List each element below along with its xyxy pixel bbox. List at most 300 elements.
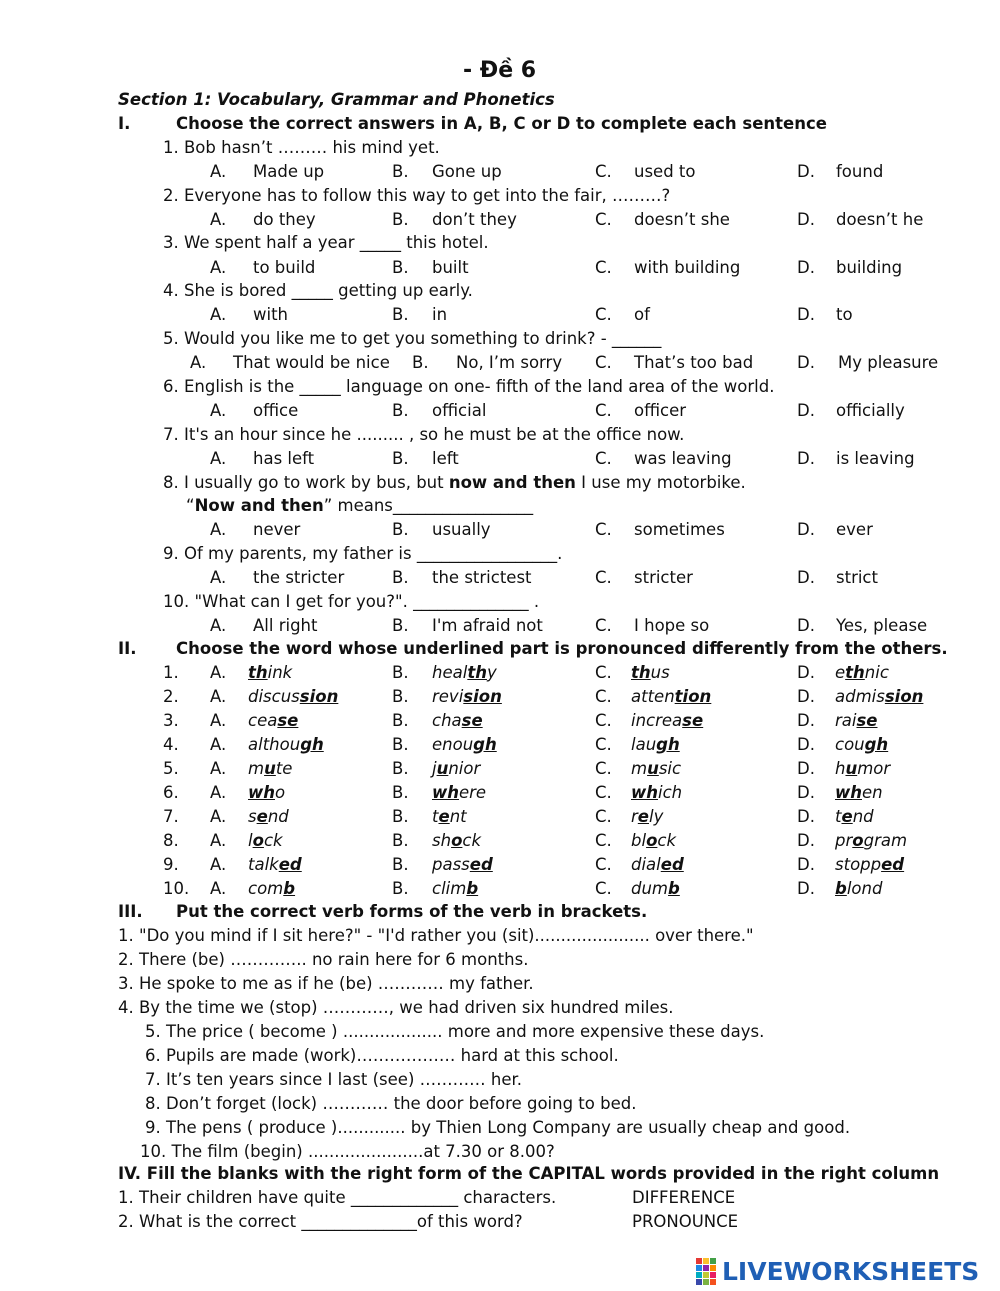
word-part: r: [631, 807, 638, 826]
option-text: stricter: [634, 568, 693, 587]
word-part: nt: [449, 807, 467, 826]
logo-tile: [696, 1272, 702, 1278]
option-letter: A.: [210, 210, 227, 229]
word-part: heal: [432, 663, 468, 682]
option-letter: D.: [797, 616, 815, 635]
word-part: pr: [835, 831, 853, 850]
row-number: 2.: [163, 687, 179, 706]
option-letter: B.: [392, 855, 409, 874]
option-word: [631, 663, 670, 683]
question-stem: 10. "What can I get for you?". ______________ .: [163, 592, 540, 611]
option-text: doesn’t he: [836, 210, 924, 229]
option-letter: C.: [595, 568, 612, 587]
option-word: [432, 663, 497, 683]
stem-bold-phrase: Now and then: [194, 496, 324, 515]
question-stem: 5. Would you like me to get you something to drink? - ______: [163, 329, 662, 348]
underlined-part: o: [451, 831, 463, 850]
word-part: h: [835, 759, 846, 778]
option-letter: D.: [797, 735, 815, 754]
question-stem: 2. Everyone has to follow this way to get into the fair, ………?: [163, 186, 671, 205]
option-letter: A.: [210, 162, 227, 181]
word-part: revi: [432, 687, 464, 706]
underlined-part: gh: [300, 735, 324, 754]
option-letter: B.: [392, 401, 409, 420]
word-part: us: [650, 663, 670, 682]
option-letter: C.: [595, 616, 612, 635]
word-part: bl: [631, 831, 647, 850]
liveworksheets-logo: [696, 1253, 979, 1289]
option-word: [631, 687, 711, 707]
option-letter: B.: [392, 687, 409, 706]
word-part: ich: [658, 783, 683, 802]
option-word: [835, 687, 923, 707]
word-part: t: [432, 807, 439, 826]
section-heading: Section 1: Vocabulary, Grammar and Phonetics: [118, 90, 555, 109]
option-letter: D.: [797, 520, 815, 539]
option-letter: D.: [797, 401, 815, 420]
verb-item: 4. By the time we (stop) …………, we had driven six hundred miles.: [118, 998, 674, 1017]
word-part: y: [486, 663, 497, 682]
option-letter: B.: [392, 831, 409, 850]
word-part: discus: [248, 687, 300, 706]
option-text: officially: [836, 401, 905, 420]
option-word: [248, 879, 295, 899]
option-text: was leaving: [634, 449, 732, 468]
option-text: to build: [253, 258, 316, 277]
option-word: [248, 831, 283, 851]
option-letter: D.: [797, 759, 815, 778]
option-letter: C.: [595, 735, 612, 754]
verb-item: 8. Don’t forget (lock) ………… the door before going to bed.: [145, 1094, 637, 1113]
option-letter: D.: [797, 879, 815, 898]
word-part: s: [248, 807, 257, 826]
underlined-part: b: [283, 879, 296, 898]
option-word: [432, 783, 486, 803]
option-letter: D.: [797, 162, 815, 181]
option-text: sometimes: [634, 520, 725, 539]
option-word: [248, 759, 292, 779]
option-word: [631, 855, 684, 875]
word-part: rai: [835, 711, 857, 730]
underlined-part: b: [668, 879, 680, 898]
option-letter: B.: [392, 449, 409, 468]
stem-text: 8. I usually go to work by bus, but: [163, 473, 449, 492]
capital-word: PRONOUNCE: [632, 1212, 739, 1231]
option-text: do they: [253, 210, 316, 229]
option-text: usually: [432, 520, 491, 539]
row-number: 3.: [163, 711, 179, 730]
option-letter: B.: [392, 735, 409, 754]
word-part: talk: [248, 855, 279, 874]
word-part: l: [248, 831, 253, 850]
option-text: strict: [836, 568, 878, 587]
underlined-part: se: [856, 711, 878, 730]
option-letter: B.: [392, 258, 409, 277]
option-text: Gone up: [432, 162, 502, 181]
logo-tile: [710, 1272, 716, 1278]
option-letter: A.: [210, 807, 227, 826]
word-part: lond: [846, 879, 883, 898]
underlined-part: sion: [299, 687, 339, 706]
option-letter: A.: [210, 735, 227, 754]
option-text: Yes, please: [836, 616, 928, 635]
option-letter: D.: [797, 449, 815, 468]
option-letter: B.: [392, 210, 409, 229]
option-letter: C.: [595, 879, 612, 898]
stem-text: I use my motorbike.: [575, 473, 746, 492]
part2-number: II.: [118, 639, 137, 658]
option-word: [631, 831, 676, 851]
underlined-part: b: [835, 879, 847, 898]
verb-item: 1. "Do you mind if I sit here?" - "I'd rather you (sit)...................... over there.": [118, 926, 754, 945]
underlined-part: gh: [473, 735, 497, 754]
underlined-part: ed: [469, 855, 493, 874]
word-part: admis: [835, 687, 885, 706]
underlined-part: th: [845, 663, 865, 682]
option-word: [835, 855, 904, 875]
underlined-part: ed: [660, 855, 684, 874]
option-letter: B.: [392, 807, 409, 826]
question-stem: [163, 473, 746, 493]
question-stem: 1. Bob hasn’t ……… his mind yet.: [163, 138, 440, 157]
option-letter: A.: [210, 855, 227, 874]
option-text: My pleasure: [838, 353, 939, 372]
underlined-part: se: [682, 711, 704, 730]
word-part: dum: [631, 879, 669, 898]
option-letter: D.: [797, 807, 815, 826]
logo-tiles-icon: [696, 1258, 718, 1284]
option-word: [432, 807, 467, 827]
word-part: nic: [864, 663, 889, 682]
verb-item: 5. The price ( become ) ................... more and more expensive these days.: [145, 1022, 765, 1041]
logo-tile: [703, 1265, 709, 1271]
option-text: I hope so: [634, 616, 710, 635]
word-part: e: [835, 663, 846, 682]
option-letter: C.: [595, 759, 612, 778]
option-letter: A.: [210, 616, 227, 635]
underlined-part: o: [852, 831, 864, 850]
verb-item: 10. The film (begin) ......................at 7.30 or 8.00?: [140, 1142, 555, 1161]
word-part: lau: [631, 735, 657, 754]
fill-item: 1. Their children have quite _____________ characters.: [118, 1188, 557, 1207]
option-letter: A.: [210, 305, 227, 324]
underlined-part: u: [264, 759, 276, 778]
option-text: No, I’m sorry: [456, 353, 563, 372]
part1-number: I.: [118, 114, 131, 133]
word-part: m: [631, 759, 648, 778]
option-letter: A.: [190, 353, 207, 372]
part2-heading: Choose the word whose underlined part is pronounced differently from the others.: [176, 639, 948, 658]
underlined-part: wh: [835, 783, 862, 802]
option-word: [248, 663, 292, 683]
option-text: That would be nice: [233, 353, 390, 372]
word-part: m: [248, 759, 265, 778]
option-word: [248, 687, 338, 707]
option-letter: C.: [595, 687, 612, 706]
option-letter: C.: [595, 258, 612, 277]
option-letter: D.: [797, 831, 815, 850]
verb-item: 6. Pupils are made (work)……………… hard at this school.: [145, 1046, 619, 1065]
option-text: ever: [836, 520, 873, 539]
word-part: te: [275, 759, 293, 778]
option-letter: C.: [595, 449, 612, 468]
option-text: with: [253, 305, 289, 324]
question-stem: 6. English is the _____ language on one- fifth of the land area of the world.: [163, 377, 775, 396]
logo-tile: [696, 1258, 702, 1264]
option-word: [631, 807, 663, 827]
underlined-part: gh: [656, 735, 680, 754]
underlined-part: o: [252, 831, 264, 850]
logo-tile: [696, 1265, 702, 1271]
option-word: [248, 783, 285, 803]
option-letter: A.: [210, 711, 227, 730]
stem-text: “: [186, 496, 195, 515]
option-text: office: [253, 401, 299, 420]
option-word: [248, 807, 289, 827]
part4-heading: IV. Fill the blanks with the right form of the CAPITAL words provided in the right column: [118, 1164, 940, 1183]
row-number: 5.: [163, 759, 179, 778]
underlined-part: b: [466, 879, 479, 898]
option-text: is leaving: [836, 449, 915, 468]
underlined-part: e: [256, 807, 268, 826]
option-text: of: [634, 305, 650, 324]
logo-tile: [710, 1279, 716, 1285]
underlined-part: ed: [278, 855, 302, 874]
verb-item: 7. It’s ten years since I last (see) ………… her.: [145, 1070, 522, 1089]
option-text: I'm afraid not: [432, 616, 543, 635]
question-stem: 3. We spent half a year _____ this hotel.: [163, 233, 489, 252]
option-word: [631, 759, 681, 779]
option-text: has left: [253, 449, 315, 468]
option-letter: A.: [210, 831, 227, 850]
option-letter: A.: [210, 879, 227, 898]
underlined-part: sion: [463, 687, 502, 706]
underlined-part: e: [841, 807, 853, 826]
underlined-part: sion: [884, 687, 924, 706]
logo-tile: [703, 1258, 709, 1264]
word-part: ck: [263, 831, 283, 850]
underlined-part: tion: [674, 687, 712, 706]
part3-number: III.: [118, 902, 143, 921]
verb-item: 3. He spoke to me as if he (be) ………… my father.: [118, 974, 534, 993]
option-word: [835, 831, 907, 851]
underlined-part: th: [248, 663, 268, 682]
row-number: 6.: [163, 783, 179, 802]
option-word: [835, 879, 882, 899]
option-letter: C.: [595, 783, 612, 802]
underlined-part: th: [631, 663, 651, 682]
option-letter: D.: [797, 855, 815, 874]
option-word: [631, 783, 682, 803]
underlined-part: wh: [432, 783, 459, 802]
option-letter: A.: [210, 783, 227, 802]
word-part: sic: [658, 759, 682, 778]
option-letter: C.: [595, 855, 612, 874]
logo-tile: [703, 1279, 709, 1285]
option-letter: A.: [210, 520, 227, 539]
underlined-part: u: [845, 759, 858, 778]
word-part: gram: [863, 831, 908, 850]
option-text: found: [836, 162, 884, 181]
word-part: sh: [432, 831, 452, 850]
stem-bold-phrase: now and then: [448, 473, 576, 492]
option-letter: C.: [595, 663, 612, 682]
option-text: official: [432, 401, 487, 420]
option-text: never: [253, 520, 301, 539]
word-part: ink: [267, 663, 293, 682]
option-text: That’s too bad: [634, 353, 754, 372]
underlined-part: wh: [631, 783, 658, 802]
option-letter: A.: [210, 449, 227, 468]
option-word: [631, 735, 680, 755]
option-letter: B.: [392, 783, 409, 802]
option-letter: B.: [392, 759, 409, 778]
option-letter: D.: [797, 210, 815, 229]
option-letter: B.: [392, 520, 409, 539]
underlined-part: e: [438, 807, 450, 826]
option-letter: C.: [595, 807, 612, 826]
option-word: [835, 807, 874, 827]
word-part: enou: [432, 735, 474, 754]
option-word: [432, 855, 493, 875]
word-part: dial: [631, 855, 661, 874]
part3-heading: Put the correct verb forms of the verb in brackets.: [176, 902, 648, 921]
option-word: [835, 711, 878, 731]
word-part: com: [248, 879, 284, 898]
option-text: building: [836, 258, 903, 277]
option-text: to: [836, 305, 853, 324]
word-part: nd: [852, 807, 874, 826]
question-stem: 9. Of my parents, my father is _________________.: [163, 544, 563, 563]
word-part: nd: [267, 807, 289, 826]
underlined-part: u: [647, 759, 659, 778]
option-word: [432, 879, 478, 899]
row-number: 10.: [163, 879, 190, 898]
option-letter: C.: [595, 520, 612, 539]
logo-tile: [696, 1279, 702, 1285]
word-part: ck: [657, 831, 677, 850]
word-part: ck: [462, 831, 482, 850]
fill-item: 2. What is the correct ______________of this word?: [118, 1212, 523, 1231]
option-text: Made up: [253, 162, 325, 181]
option-letter: B.: [392, 711, 409, 730]
option-text: officer: [634, 401, 687, 420]
option-letter: B.: [412, 353, 429, 372]
part1-heading: Choose the correct answers in A, B, C or D to complete each sentence: [176, 114, 827, 133]
option-text: left: [432, 449, 459, 468]
row-number: 8.: [163, 831, 179, 850]
row-number: 7.: [163, 807, 179, 826]
word-part: ere: [459, 783, 487, 802]
word-part: pass: [432, 855, 470, 874]
word-part: cea: [248, 711, 278, 730]
option-word: [631, 879, 680, 899]
word-part: cou: [835, 735, 865, 754]
option-word: [248, 855, 302, 875]
logo-text: LIVEWORKSHEETS: [722, 1256, 980, 1286]
option-letter: C.: [595, 305, 612, 324]
underlined-part: o: [646, 831, 658, 850]
option-word: [835, 759, 890, 779]
word-part: cha: [432, 711, 462, 730]
option-letter: C.: [595, 162, 612, 181]
question-stem: 4. She is bored _____ getting up early.: [163, 281, 473, 300]
option-letter: B.: [392, 568, 409, 587]
option-word: [248, 735, 324, 755]
word-part: atten: [631, 687, 675, 706]
underlined-part: ed: [881, 855, 905, 874]
question-stem-line2: [186, 496, 533, 516]
word-part: stopp: [835, 855, 882, 874]
option-word: [432, 759, 480, 779]
option-letter: A.: [210, 401, 227, 420]
option-letter: A.: [210, 759, 227, 778]
option-text: with building: [634, 258, 741, 277]
option-letter: D.: [797, 258, 815, 277]
option-word: [432, 831, 481, 851]
word-part: nior: [448, 759, 481, 778]
word-part: en: [862, 783, 883, 802]
word-part: j: [432, 759, 437, 778]
underlined-part: se: [461, 711, 483, 730]
row-number: 4.: [163, 735, 179, 754]
option-word: [248, 711, 298, 731]
word-part: althou: [248, 735, 301, 754]
option-letter: B.: [392, 616, 409, 635]
option-text: All right: [253, 616, 318, 635]
row-number: 1.: [163, 663, 179, 682]
option-text: in: [432, 305, 448, 324]
option-letter: A.: [210, 663, 227, 682]
option-letter: A.: [210, 687, 227, 706]
stem-text: ” means_________________: [323, 496, 534, 515]
word-part: mor: [857, 759, 891, 778]
word-part: increa: [631, 711, 683, 730]
row-number: 9.: [163, 855, 179, 874]
option-text: don’t they: [432, 210, 517, 229]
option-letter: C.: [595, 831, 612, 850]
option-text: the stricter: [253, 568, 345, 587]
option-letter: A.: [210, 568, 227, 587]
verb-item: 9. The pens ( produce )............. by Thien Long Company are usually cheap and good.: [145, 1118, 851, 1137]
logo-tile: [710, 1258, 716, 1264]
option-word: [432, 711, 483, 731]
option-text: the strictest: [432, 568, 532, 587]
underlined-part: u: [436, 759, 449, 778]
verb-item: 2. There (be) ………….. no rain here for 6 months.: [118, 950, 529, 969]
word-part: clim: [432, 879, 467, 898]
option-letter: D.: [797, 568, 815, 587]
page-title: - Đề 6: [463, 58, 537, 83]
underlined-part: th: [467, 663, 487, 682]
option-letter: C.: [595, 401, 612, 420]
option-letter: C.: [595, 711, 612, 730]
underlined-part: se: [277, 711, 299, 730]
option-letter: C.: [595, 210, 612, 229]
option-text: doesn’t she: [634, 210, 730, 229]
option-letter: D.: [797, 687, 815, 706]
option-word: [432, 687, 502, 707]
underlined-part: e: [637, 807, 649, 826]
option-letter: B.: [392, 162, 409, 181]
logo-tile: [710, 1265, 716, 1271]
option-letter: D.: [797, 353, 815, 372]
option-letter: B.: [392, 663, 409, 682]
option-letter: B.: [392, 879, 409, 898]
option-word: [835, 783, 883, 803]
word-part: o: [275, 783, 286, 802]
option-text: built: [432, 258, 469, 277]
